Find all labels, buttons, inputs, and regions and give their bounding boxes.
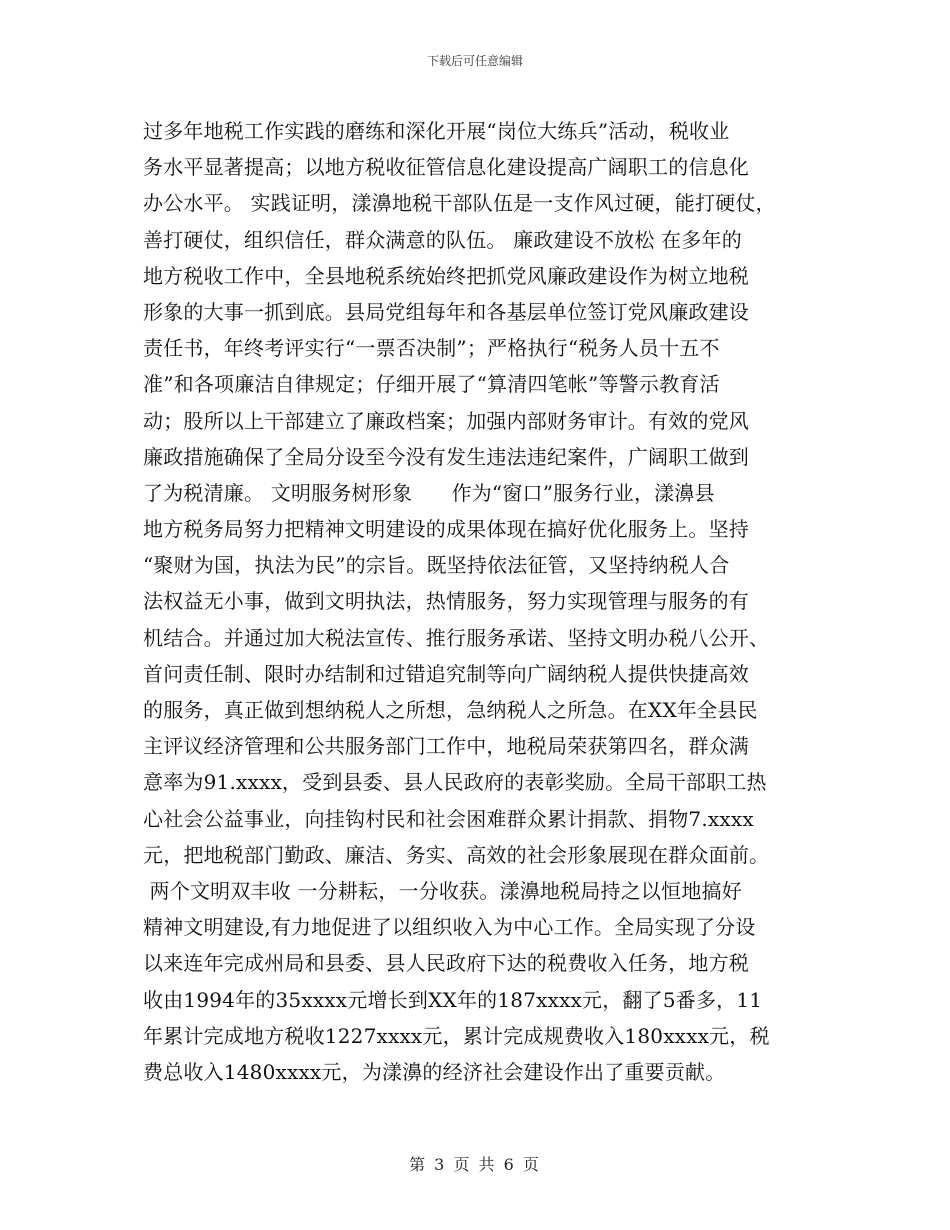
text-line: 的服务，真正做到想纳税人之所想，急纳税人之所急。在XX年全县民 <box>143 698 758 722</box>
text-line: 意率为91.xxxx，受到县委、县人民政府的表彰奖励。全局干部职工热 <box>143 770 767 795</box>
text-line: 元，把地税部门勤政、廉洁、务实、高效的社会形象展现在群众面前。 <box>143 842 770 867</box>
text-line: 收由1994年的35xxxx元增长到XX年的187xxxx元，翻了5番多，11 <box>143 987 763 1012</box>
text-line: 责任书，年终考评实行“一票否决制”；严格执行“税务人员十五不 <box>143 336 720 361</box>
page-number-footer: 第 3 页 共 6 页 <box>409 1155 541 1174</box>
text-line: 主评议经济管理和公共服务部门工作中，地税局荣获第四名，群众满 <box>143 734 749 759</box>
text-line: 心社会公益事业，向挂钩村民和社会困难群众累计捐款、捐物7.xxxx <box>143 806 754 831</box>
text-line: 动；股所以上干部建立了廉政档案；加强内部财务审计。有效的党风 <box>143 408 749 433</box>
text-line: 费总收入1480xxxx元，为漾濞的经济社会建设作出了重要贡献。 <box>143 1059 726 1084</box>
text-line: 过多年地税工作实践的磨练和深化开展“岗位大练兵”活动，税收业 <box>143 119 730 143</box>
text-line: 了为税清廉。 文明服务树形象 作为“窗口”服务行业，漾濞县 <box>143 480 715 505</box>
text-line: 机结合。并通过加大税法宣传、推行服务承诺、坚持文明办税八公开、 <box>143 625 770 650</box>
text-line: 首问责任制、限时办结制和过错追究制等向广阔纳税人提供快捷高效 <box>143 661 749 686</box>
text-line: 以来连年完成州局和县委、县人民政府下达的税费收入任务，地方税 <box>143 951 749 976</box>
text-line: 务水平显著提高；以地方税收征管信息化建设提高广阔职工的信息化 <box>143 155 749 180</box>
text-line: 年累计完成地方税收1227xxxx元，累计完成规费收入180xxxx元，税 <box>143 1023 770 1048</box>
text-line: 形象的大事一抓到底。县局党组每年和各基层单位签订党风廉政建设 <box>143 299 749 324</box>
text-line: 廉政措施确保了全局分设至今没有发生违法违纪案件，广阔职工做到 <box>143 444 749 469</box>
text-line: 地方税收工作中，全县地税系统始终把抓党风廉政建设作为树立地税 <box>143 263 749 288</box>
body-text <box>143 113 823 1090</box>
text-line: “聚财为国，执法为民”的宗旨。既坚持依法征管，又坚持纳税人合 <box>143 553 730 578</box>
text-line: 办公水平。 实践证明，漾濞地税干部队伍是一支作风过硬，能打硬仗， <box>143 191 776 216</box>
text-line: 准”和各项廉洁自律规定；仔细开展了“算清四笔帐”等警示教育活 <box>143 372 720 397</box>
text-line: 两个文明双丰收 一分耕耘，一分收获。漾濞地税局持之以恒地搞好 <box>143 878 742 903</box>
text-line: 善打硬仗，组织信任，群众满意的队伍。 廉政建设不放松 在多年的 <box>143 227 742 252</box>
text-line: 地方税务局努力把精神文明建设的成果体现在搞好优化服务上。坚持 <box>143 517 749 542</box>
text-line: 精神文明建设,有力地促进了以组织收入为中心工作。全局实现了分设 <box>143 915 756 940</box>
text-line: 法权益无小事，做到文明执法，热情服务，努力实现管理与服务的有 <box>143 589 749 614</box>
page-header: 下载后可任意编辑 <box>426 54 523 68</box>
